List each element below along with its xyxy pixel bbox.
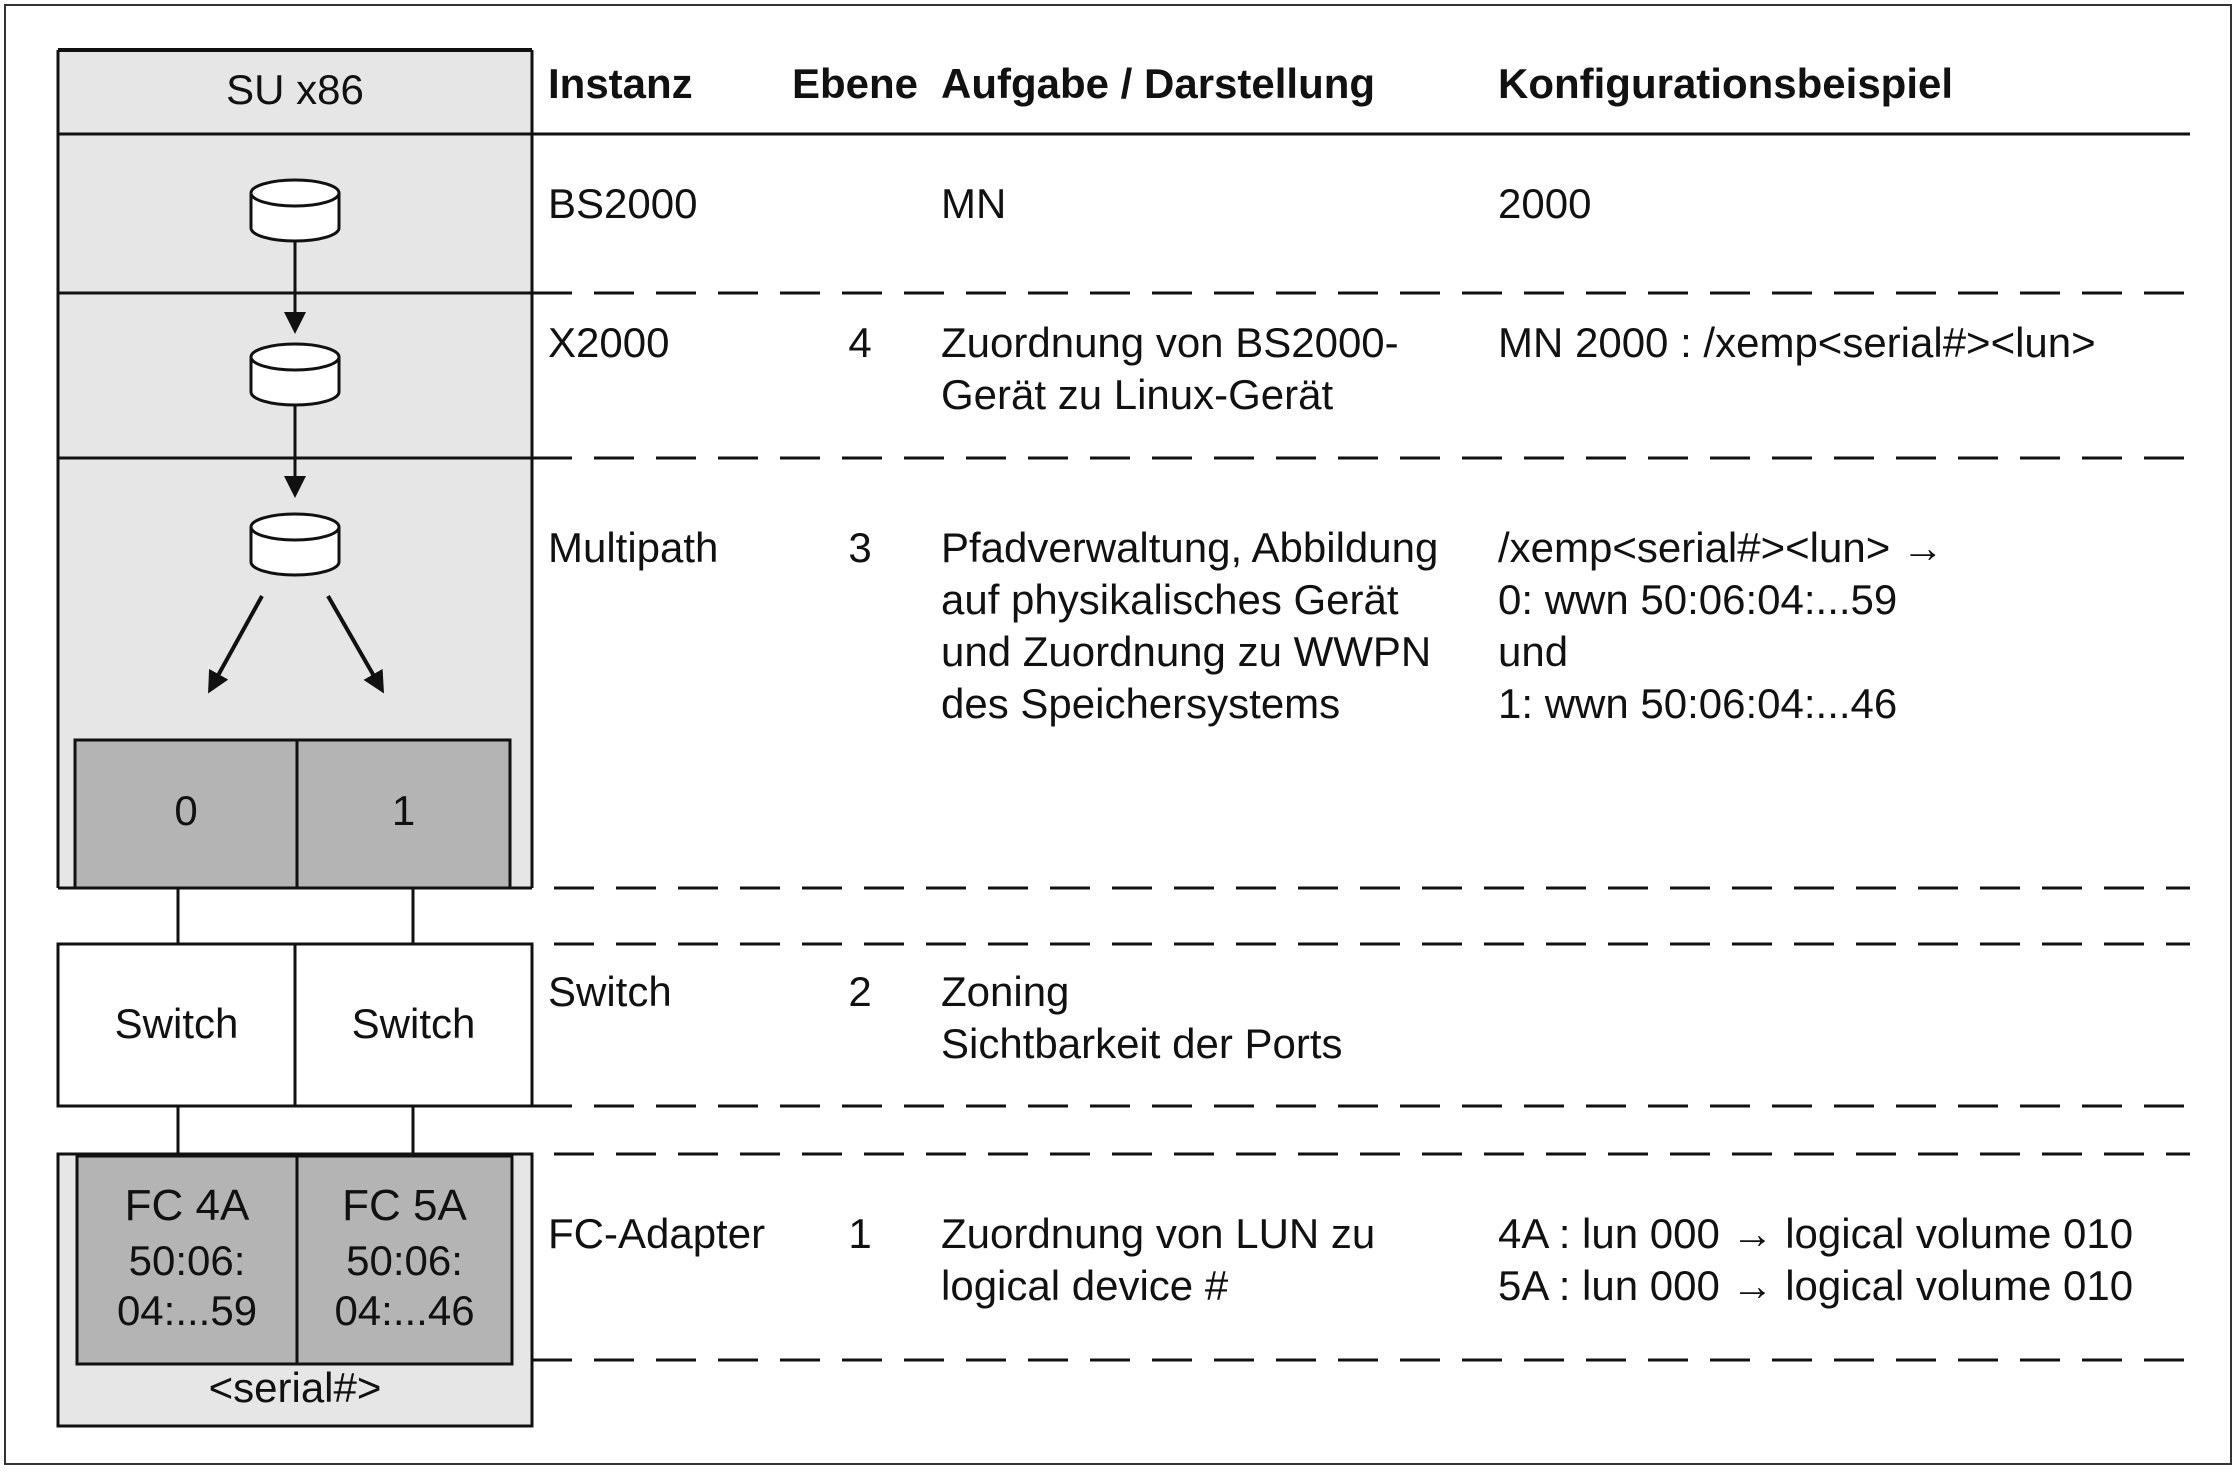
fc-5a-label: FC 5A bbox=[342, 1181, 467, 1230]
row-bs2000-beispiel: 2000 bbox=[1498, 180, 1592, 227]
row-multipath-beispiel: /xemp<serial#><lun> → 0: wwn 50:06:04:...59 und 1: wwn 50:06:04:...46 bbox=[1498, 524, 1944, 727]
disk-icon-x2000 bbox=[251, 344, 339, 405]
row-fc-adapter-instanz: FC-Adapter bbox=[548, 1210, 766, 1257]
disk-icon-bs2000 bbox=[251, 180, 339, 241]
row-x2000-instanz: X2000 bbox=[548, 319, 670, 366]
fc-4a-label: FC 4A bbox=[124, 1181, 250, 1230]
fc-5a-wwn: 50:06: 04:...46 bbox=[334, 1237, 475, 1334]
row-bs2000-instanz: BS2000 bbox=[548, 180, 698, 227]
port-label-1: 1 bbox=[391, 787, 416, 834]
row-switch-aufgabe: Zoning Sichtbarkeit der Ports bbox=[941, 968, 1343, 1067]
su-x86-title: SU x86 bbox=[226, 66, 364, 113]
row-x2000-beispiel: MN 2000 : /xemp<serial#><lun> bbox=[1498, 319, 2096, 366]
header-aufgabe: Aufgabe / Darstellung bbox=[941, 60, 1376, 107]
row-x2000-ebene: 4 bbox=[848, 319, 872, 366]
fc-4a-wwn: 50:06: 04:...59 bbox=[116, 1237, 258, 1334]
row-fc-adapter-ebene: 1 bbox=[848, 1210, 872, 1257]
row-multipath-instanz: Multipath bbox=[548, 524, 719, 571]
header-ebene: Ebene bbox=[792, 60, 919, 107]
header-instanz: Instanz bbox=[548, 60, 693, 107]
row-multipath-ebene: 3 bbox=[848, 524, 872, 571]
serial-label: <serial#> bbox=[208, 1364, 382, 1411]
switch-label-2: Switch bbox=[351, 1000, 476, 1047]
row-switch-ebene: 2 bbox=[848, 968, 872, 1015]
port-label-0: 0 bbox=[174, 787, 198, 834]
row-fc-adapter-aufgabe: Zuordnung von LUN zu logical device # bbox=[941, 1210, 1376, 1309]
switch-label-1: Switch bbox=[114, 1000, 239, 1047]
disk-icon-multipath bbox=[251, 514, 339, 575]
row-switch-instanz: Switch bbox=[548, 968, 672, 1015]
row-x2000-aufgabe: Zuordnung von BS2000- Gerät zu Linux-Gerät bbox=[941, 319, 1399, 418]
row-bs2000-aufgabe: MN bbox=[941, 180, 1007, 227]
row-fc-adapter-beispiel: 4A : lun 000 → logical volume 010 5A : lun 000 → logical volume 010 bbox=[1498, 1210, 2134, 1309]
row-multipath-aufgabe: Pfadverwaltung, Abbildung auf physikalisches Gerät und Zuordnung zu WWPN des Speichersystems bbox=[941, 524, 1439, 727]
header-beispiel: Konfigurationsbeispiel bbox=[1498, 60, 1954, 107]
